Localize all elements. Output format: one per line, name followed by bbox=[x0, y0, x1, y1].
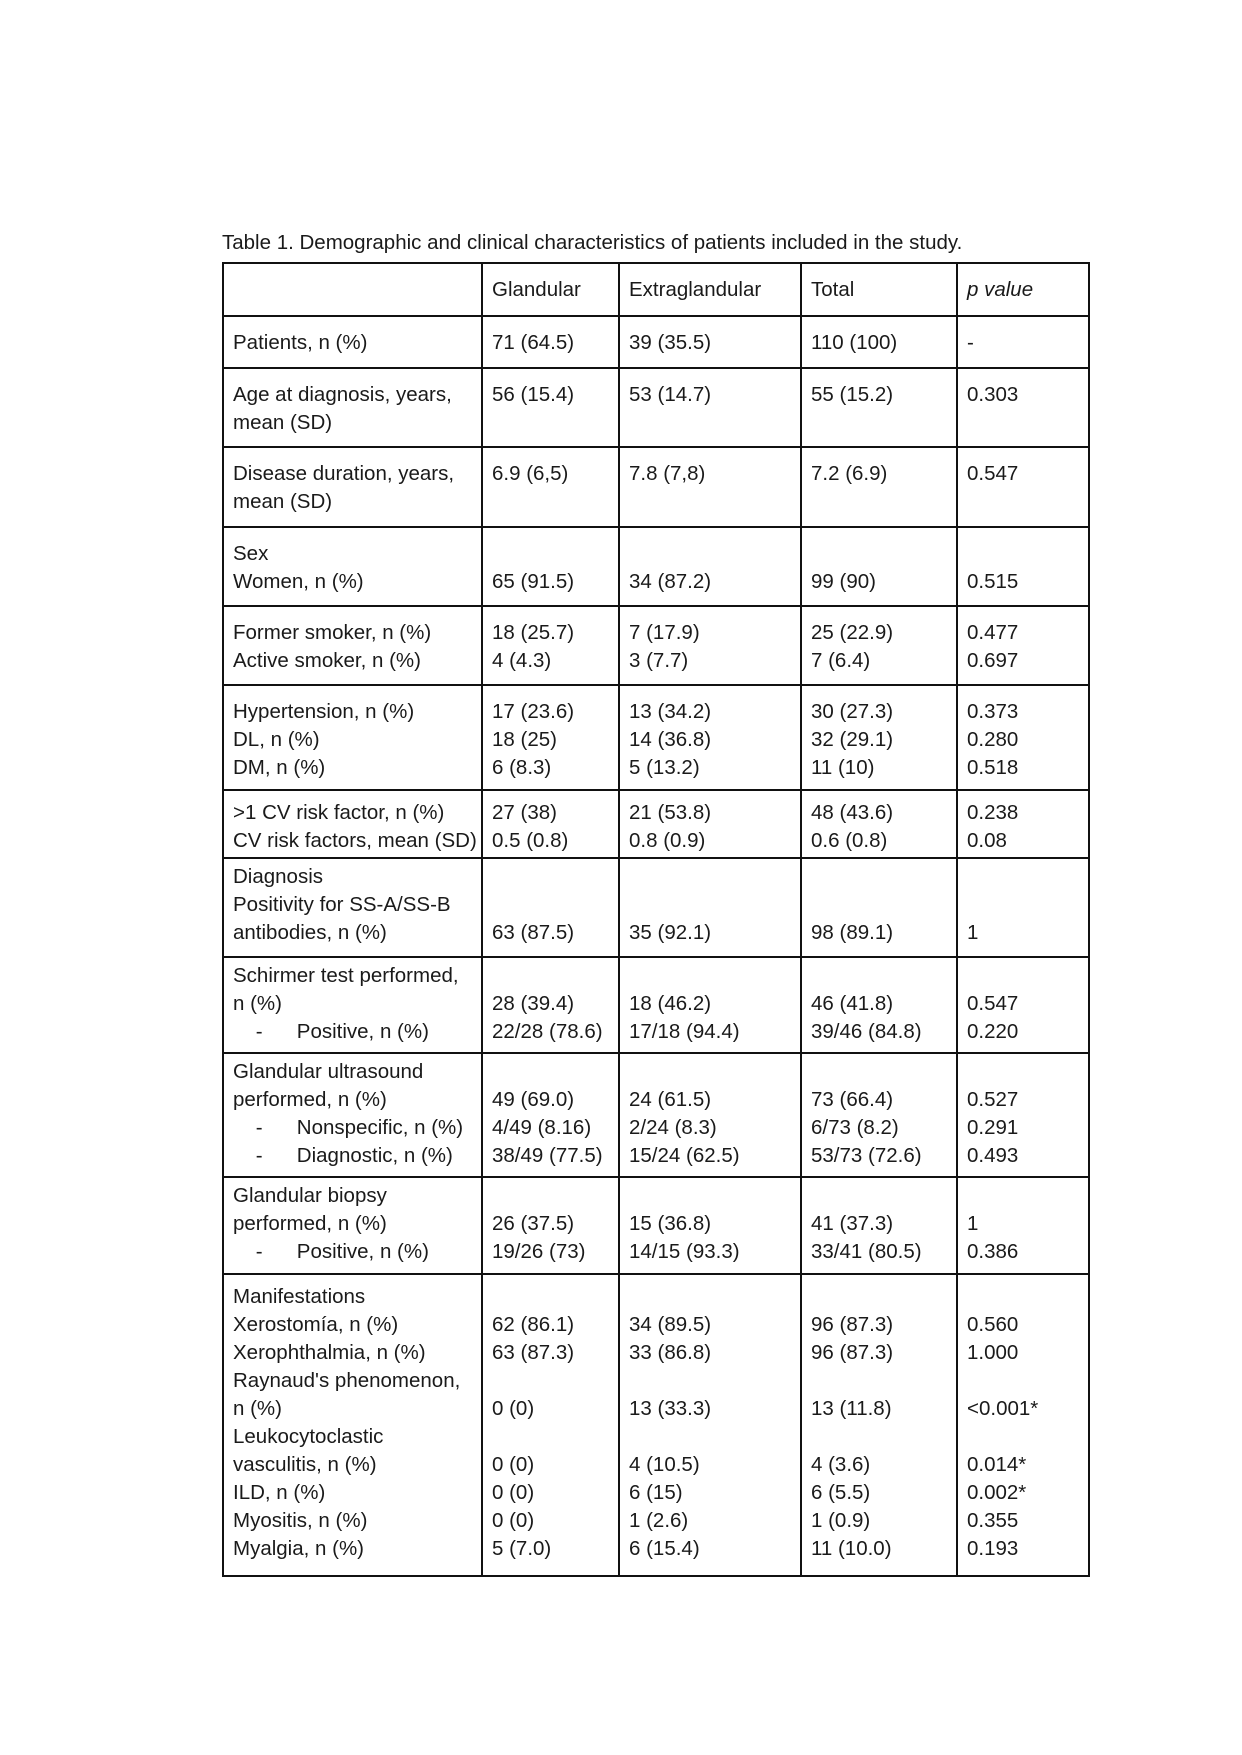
cell-line: 11 (10) bbox=[811, 756, 875, 779]
row-label-cell bbox=[223, 957, 482, 1053]
cell-line: 32 (29.1) bbox=[811, 728, 894, 751]
cell-line bbox=[492, 962, 609, 990]
cell-line: 6 (15.4) bbox=[629, 1537, 700, 1560]
cell-line: 28 (39.4) bbox=[492, 992, 575, 1015]
value-cell bbox=[801, 957, 957, 1053]
cell-line: 0 (0) bbox=[492, 1397, 535, 1420]
row-label-cell bbox=[223, 858, 482, 957]
cell-line: Diagnosis bbox=[233, 865, 324, 888]
table-row bbox=[223, 1177, 1089, 1274]
value-cell bbox=[801, 368, 957, 447]
cell-line: 99 (90) bbox=[811, 570, 876, 593]
header-cell-glandular: Glandular bbox=[482, 263, 619, 316]
value-cell bbox=[619, 1274, 801, 1576]
value-cell bbox=[619, 858, 801, 957]
table-row bbox=[223, 1053, 1089, 1177]
cell-line: 0.002* bbox=[967, 1481, 1027, 1504]
cell-line: 96 (87.3) bbox=[811, 1313, 894, 1336]
cell-line bbox=[811, 540, 947, 568]
cell-line: 7 (17.9) bbox=[629, 621, 700, 644]
cell-line: vasculitis, n (%) bbox=[233, 1453, 377, 1476]
value-cell bbox=[482, 606, 619, 685]
cell-line bbox=[492, 891, 609, 919]
row-label-cell bbox=[223, 316, 482, 368]
table-row bbox=[223, 316, 1089, 368]
cell-line: Disease duration, years, bbox=[233, 462, 455, 485]
row-label-cell bbox=[223, 606, 482, 685]
cell-line bbox=[492, 1182, 609, 1210]
cell-line: Xerophthalmia, n (%) bbox=[233, 1341, 426, 1364]
cell-line: 0.5 (0.8) bbox=[492, 829, 569, 852]
value-cell bbox=[482, 790, 619, 858]
cell-line: 0.386 bbox=[967, 1240, 1019, 1263]
cell-line bbox=[629, 1423, 791, 1451]
cell-line: 13 (34.2) bbox=[629, 700, 712, 723]
cell-line: 96 (87.3) bbox=[811, 1341, 894, 1364]
value-cell bbox=[957, 606, 1089, 685]
table-row bbox=[223, 368, 1089, 447]
value-cell bbox=[801, 1177, 957, 1274]
cell-line bbox=[629, 1367, 791, 1395]
cell-line bbox=[811, 891, 947, 919]
cell-line: 18 (25) bbox=[492, 728, 557, 751]
cell-line: Glandular ultrasound bbox=[233, 1060, 424, 1083]
header-cell-p-value: p value bbox=[957, 263, 1089, 316]
cell-line: 62 (86.1) bbox=[492, 1313, 575, 1336]
cell-line: 13 (11.8) bbox=[811, 1397, 892, 1420]
cell-line: Myositis, n (%) bbox=[233, 1509, 368, 1532]
value-cell bbox=[482, 447, 619, 527]
value-cell bbox=[619, 957, 801, 1053]
cell-line: 15 (36.8) bbox=[629, 1212, 712, 1235]
cell-line: Age at diagnosis, years, bbox=[233, 383, 452, 406]
value-cell bbox=[957, 790, 1089, 858]
cell-line: 0.697 bbox=[967, 649, 1019, 672]
cell-line: 1 (2.6) bbox=[629, 1509, 689, 1532]
row-label-cell bbox=[223, 685, 482, 790]
value-cell bbox=[619, 368, 801, 447]
cell-line: CV risk factors, mean (SD) bbox=[233, 829, 477, 852]
cell-line: - bbox=[967, 331, 974, 354]
cell-line: mean (SD) bbox=[233, 490, 333, 513]
cell-line: 39/46 (84.8) bbox=[811, 1020, 922, 1043]
cell-line: 0.280 bbox=[967, 728, 1019, 751]
cell-line: 53 (14.7) bbox=[629, 383, 712, 406]
value-cell bbox=[957, 1053, 1089, 1177]
cell-line: 33/41 (80.5) bbox=[811, 1240, 922, 1263]
cell-line: Schirmer test performed, bbox=[233, 964, 459, 987]
cell-line bbox=[629, 540, 791, 568]
table-row bbox=[223, 1274, 1089, 1576]
cell-line: 39 (35.5) bbox=[629, 331, 712, 354]
cell-line: 7.2 (6.9) bbox=[811, 462, 888, 485]
cell-line: 0.515 bbox=[967, 570, 1019, 593]
cell-line bbox=[629, 1283, 791, 1311]
cell-line: Women, n (%) bbox=[233, 570, 364, 593]
table-row bbox=[223, 527, 1089, 606]
value-cell bbox=[801, 685, 957, 790]
cell-line: 2/24 (8.3) bbox=[629, 1116, 717, 1139]
table-row bbox=[223, 957, 1089, 1053]
cell-line: 0.560 bbox=[967, 1313, 1019, 1336]
row-label-cell bbox=[223, 447, 482, 527]
cell-line bbox=[811, 1283, 947, 1311]
cell-line: 0.373 bbox=[967, 700, 1019, 723]
cell-line: Leukocytoclastic bbox=[233, 1425, 384, 1448]
cell-line: 3 (7.7) bbox=[629, 649, 689, 672]
value-cell bbox=[482, 368, 619, 447]
value-cell bbox=[957, 527, 1089, 606]
value-cell bbox=[482, 527, 619, 606]
cell-line bbox=[967, 863, 1079, 891]
row-label-cell bbox=[223, 1177, 482, 1274]
value-cell bbox=[619, 606, 801, 685]
value-cell bbox=[619, 685, 801, 790]
cell-line: Sex bbox=[233, 542, 269, 565]
cell-line: Active smoker, n (%) bbox=[233, 649, 421, 672]
cell-line: 0.193 bbox=[967, 1537, 1019, 1560]
cell-line: 63 (87.5) bbox=[492, 921, 575, 944]
row-label-cell bbox=[223, 1274, 482, 1576]
cell-line: 24 (61.5) bbox=[629, 1088, 712, 1111]
cell-line: 26 (37.5) bbox=[492, 1212, 575, 1235]
cell-line bbox=[811, 1367, 947, 1395]
cell-line: 27 (38) bbox=[492, 801, 557, 824]
cell-line: 0.303 bbox=[967, 383, 1019, 406]
cell-line: 49 (69.0) bbox=[492, 1088, 575, 1111]
cell-line: 35 (92.1) bbox=[629, 921, 712, 944]
cell-line: 0.547 bbox=[967, 462, 1019, 485]
cell-line: 110 (100) bbox=[811, 331, 898, 354]
cell-line: 13 (33.3) bbox=[629, 1397, 712, 1420]
cell-line: 7 (6.4) bbox=[811, 649, 871, 672]
cell-line: 38/49 (77.5) bbox=[492, 1144, 603, 1167]
value-cell bbox=[482, 685, 619, 790]
table-caption: Table 1. Demographic and clinical characteristics of patients included in the study. bbox=[222, 231, 963, 254]
table-header-row bbox=[223, 263, 1089, 316]
cell-line: 0.493 bbox=[967, 1144, 1019, 1167]
cell-line: performed, n (%) bbox=[233, 1212, 387, 1235]
cell-line: 14 (36.8) bbox=[629, 728, 712, 751]
cell-line: 6 (15) bbox=[629, 1481, 683, 1504]
cell-line: 53/73 (72.6) bbox=[811, 1144, 922, 1167]
value-cell bbox=[957, 316, 1089, 368]
cell-line: Glandular biopsy bbox=[233, 1184, 387, 1207]
cell-line: 4/49 (8.16) bbox=[492, 1116, 592, 1139]
cell-line bbox=[492, 863, 609, 891]
cell-line: 71 (64.5) bbox=[492, 331, 575, 354]
characteristics-table bbox=[222, 262, 1090, 1577]
cell-line: 0.527 bbox=[967, 1088, 1019, 1111]
cell-line: 34 (87.2) bbox=[629, 570, 712, 593]
cell-line: 6 (5.5) bbox=[811, 1481, 871, 1504]
value-cell bbox=[619, 316, 801, 368]
value-cell bbox=[482, 1177, 619, 1274]
value-cell bbox=[801, 606, 957, 685]
cell-line: 4 (3.6) bbox=[811, 1453, 871, 1476]
cell-line: 17 (23.6) bbox=[492, 700, 575, 723]
row-label-cell bbox=[223, 527, 482, 606]
cell-line: Raynaud's phenomenon, bbox=[233, 1369, 461, 1392]
cell-line: 0.8 (0.9) bbox=[629, 829, 706, 852]
cell-line: 21 (53.8) bbox=[629, 801, 712, 824]
cell-line: <0.001* bbox=[967, 1397, 1039, 1420]
cell-line: Myalgia, n (%) bbox=[233, 1537, 365, 1560]
cell-line: 65 (91.5) bbox=[492, 570, 575, 593]
value-cell bbox=[801, 1274, 957, 1576]
cell-line: 0 (0) bbox=[492, 1453, 535, 1476]
row-label-cell bbox=[223, 790, 482, 858]
value-cell bbox=[482, 1053, 619, 1177]
cell-line: n (%) bbox=[233, 1397, 282, 1420]
cell-line: 14/15 (93.3) bbox=[629, 1240, 740, 1263]
row-label-cell bbox=[223, 1053, 482, 1177]
cell-line: 0 (0) bbox=[492, 1509, 535, 1532]
cell-line: - Positive, n (%) bbox=[233, 1020, 429, 1043]
value-cell bbox=[619, 1177, 801, 1274]
cell-line: 0.477 bbox=[967, 621, 1019, 644]
cell-line bbox=[629, 1182, 791, 1210]
cell-line: Patients, n (%) bbox=[233, 331, 368, 354]
cell-line: 0.238 bbox=[967, 801, 1019, 824]
cell-line: 6/73 (8.2) bbox=[811, 1116, 899, 1139]
value-cell bbox=[957, 447, 1089, 527]
cell-line: 0.08 bbox=[967, 829, 1007, 852]
cell-line: 0 (0) bbox=[492, 1481, 535, 1504]
cell-line: 56 (15.4) bbox=[492, 383, 575, 406]
value-cell bbox=[957, 685, 1089, 790]
cell-line: ILD, n (%) bbox=[233, 1481, 326, 1504]
cell-line: DL, n (%) bbox=[233, 728, 320, 751]
cell-line bbox=[967, 1423, 1079, 1451]
value-cell bbox=[482, 957, 619, 1053]
cell-line bbox=[811, 962, 947, 990]
cell-line bbox=[967, 1058, 1079, 1086]
cell-line: 17/18 (94.4) bbox=[629, 1020, 740, 1043]
value-cell bbox=[801, 790, 957, 858]
value-cell bbox=[957, 368, 1089, 447]
cell-line: 0.547 bbox=[967, 992, 1019, 1015]
cell-line: 48 (43.6) bbox=[811, 801, 894, 824]
cell-line bbox=[492, 1058, 609, 1086]
cell-line: n (%) bbox=[233, 992, 282, 1015]
header-cell-total: Total bbox=[801, 263, 957, 316]
value-cell bbox=[957, 1177, 1089, 1274]
cell-line: 0.6 (0.8) bbox=[811, 829, 888, 852]
header-cell-empty bbox=[223, 263, 482, 316]
cell-line bbox=[967, 962, 1079, 990]
cell-line bbox=[629, 891, 791, 919]
cell-line bbox=[811, 1182, 947, 1210]
cell-line: - Nonspecific, n (%) bbox=[233, 1116, 464, 1139]
header-cell-extraglandular: Extraglandular bbox=[619, 263, 801, 316]
cell-line: mean (SD) bbox=[233, 411, 333, 434]
cell-line: 30 (27.3) bbox=[811, 700, 894, 723]
cell-line: DM, n (%) bbox=[233, 756, 326, 779]
cell-line bbox=[967, 540, 1079, 568]
cell-line: 0.355 bbox=[967, 1509, 1019, 1532]
cell-line: 18 (25.7) bbox=[492, 621, 575, 644]
cell-line bbox=[967, 1367, 1079, 1395]
table-row bbox=[223, 858, 1089, 957]
cell-line bbox=[629, 863, 791, 891]
cell-line: 33 (86.8) bbox=[629, 1341, 712, 1364]
cell-line bbox=[967, 1182, 1079, 1210]
cell-line: 98 (89.1) bbox=[811, 921, 894, 944]
cell-line: 0.220 bbox=[967, 1020, 1019, 1043]
value-cell bbox=[619, 527, 801, 606]
value-cell bbox=[957, 957, 1089, 1053]
cell-line: Former smoker, n (%) bbox=[233, 621, 432, 644]
value-cell bbox=[482, 316, 619, 368]
value-cell bbox=[801, 527, 957, 606]
cell-line: 73 (66.4) bbox=[811, 1088, 894, 1111]
cell-line: 41 (37.3) bbox=[811, 1212, 894, 1235]
cell-line bbox=[629, 962, 791, 990]
row-label-cell bbox=[223, 368, 482, 447]
cell-line: 55 (15.2) bbox=[811, 383, 894, 406]
value-cell bbox=[801, 316, 957, 368]
value-cell bbox=[619, 447, 801, 527]
value-cell bbox=[957, 858, 1089, 957]
cell-line: performed, n (%) bbox=[233, 1088, 387, 1111]
cell-line: 7.8 (7,8) bbox=[629, 462, 706, 485]
cell-line: 15/24 (62.5) bbox=[629, 1144, 740, 1167]
cell-line: Positivity for SS-A/SS-B bbox=[233, 893, 451, 916]
cell-line: 4 (4.3) bbox=[492, 649, 552, 672]
cell-line: 18 (46.2) bbox=[629, 992, 712, 1015]
cell-line: 1 bbox=[967, 1212, 979, 1235]
value-cell bbox=[957, 1274, 1089, 1576]
cell-line bbox=[492, 540, 609, 568]
cell-line: 19/26 (73) bbox=[492, 1240, 586, 1263]
cell-line bbox=[492, 1423, 609, 1451]
cell-line: 22/28 (78.6) bbox=[492, 1020, 603, 1043]
table-row bbox=[223, 606, 1089, 685]
cell-line: antibodies, n (%) bbox=[233, 921, 387, 944]
value-cell bbox=[482, 1274, 619, 1576]
cell-line bbox=[492, 1283, 609, 1311]
cell-line: 6.9 (6,5) bbox=[492, 462, 569, 485]
value-cell bbox=[801, 447, 957, 527]
table-row bbox=[223, 685, 1089, 790]
cell-line bbox=[811, 863, 947, 891]
table-row bbox=[223, 790, 1089, 858]
cell-line: 34 (89.5) bbox=[629, 1313, 712, 1336]
cell-line: 0.291 bbox=[967, 1116, 1019, 1139]
cell-line: - Positive, n (%) bbox=[233, 1240, 429, 1263]
cell-line bbox=[811, 1058, 947, 1086]
value-cell bbox=[619, 1053, 801, 1177]
table-row bbox=[223, 447, 1089, 527]
cell-line: 46 (41.8) bbox=[811, 992, 894, 1015]
cell-line: 25 (22.9) bbox=[811, 621, 894, 644]
value-cell bbox=[619, 790, 801, 858]
cell-line: 1 bbox=[967, 921, 979, 944]
cell-line: - Diagnostic, n (%) bbox=[233, 1144, 453, 1167]
cell-line: 0.518 bbox=[967, 756, 1019, 779]
value-cell bbox=[482, 858, 619, 957]
cell-line: 0.014* bbox=[967, 1453, 1027, 1476]
cell-line: 1.000 bbox=[967, 1341, 1019, 1364]
cell-line: 11 (10.0) bbox=[811, 1537, 892, 1560]
cell-line: 63 (87.3) bbox=[492, 1341, 575, 1364]
cell-line: >1 CV risk factor, n (%) bbox=[233, 801, 445, 824]
value-cell bbox=[801, 1053, 957, 1177]
cell-line bbox=[492, 1367, 609, 1395]
cell-line: 5 (7.0) bbox=[492, 1537, 552, 1560]
cell-line: 4 (10.5) bbox=[629, 1453, 700, 1476]
cell-line: 1 (0.9) bbox=[811, 1509, 871, 1532]
cell-line: 5 (13.2) bbox=[629, 756, 700, 779]
cell-line: Hypertension, n (%) bbox=[233, 700, 415, 723]
cell-line: Manifestations bbox=[233, 1285, 366, 1308]
value-cell bbox=[801, 858, 957, 957]
cell-line bbox=[629, 1058, 791, 1086]
cell-line bbox=[811, 1423, 947, 1451]
cell-line bbox=[967, 1283, 1079, 1311]
cell-line: 6 (8.3) bbox=[492, 756, 552, 779]
cell-line: Xerostomía, n (%) bbox=[233, 1313, 399, 1336]
cell-line bbox=[967, 891, 1079, 919]
